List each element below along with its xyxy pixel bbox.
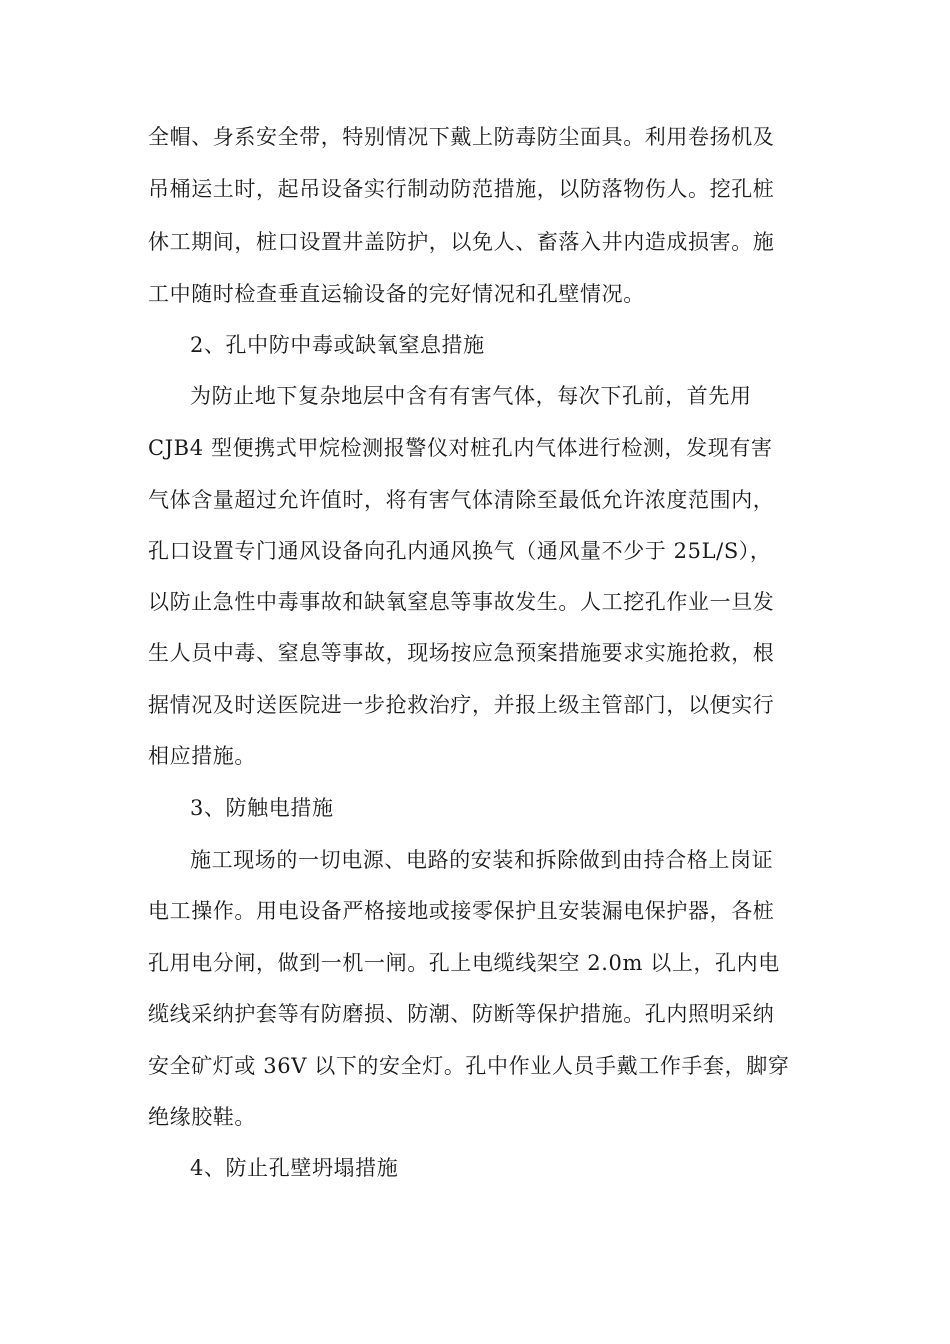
- paragraph-line: 电工操作。用电设备严格接地或接零保护且安装漏电保护器，各桩: [148, 899, 775, 923]
- paragraph-line: 缆线采纳护套等有防磨损、防潮、防断等保护措施。孔内照明采纳: [148, 1002, 775, 1026]
- paragraph-line: 相应措施。: [148, 744, 256, 768]
- paragraph-line: 工中随时检查垂直运输设备的完好情况和孔壁情况。: [148, 282, 645, 306]
- paragraph-line: 安全矿灯或 36V 以下的安全灯。孔中作业人员手戴工作手套，脚穿: [148, 1054, 790, 1078]
- paragraph-line: 孔口设置专门通风设备向孔内通风换气（通风量不少于 25L/S），: [148, 539, 772, 563]
- paragraph-line: 孔用电分闸，做到一机一闸。孔上电缆线架空 2.0m 以上，孔内电: [148, 951, 780, 975]
- paragraph-line: 全帽、身系安全带，特别情况下戴上防毒防尘面具。利用卷扬机及: [148, 125, 775, 149]
- paragraph-line: 绝缘胶鞋。: [148, 1105, 256, 1129]
- paragraph-line: 气体含量超过允许值时，将有害气体清除至最低允许浓度范围内，: [148, 488, 775, 512]
- section-heading: 3、防触电措施: [190, 796, 334, 820]
- paragraph-line: 生人员中毒、窒息等事故，现场按应急预案措施要求实施抢救，根: [148, 641, 775, 665]
- paragraph-line: 为防止地下复杂地层中含有有害气体，每次下孔前，首先用: [190, 384, 752, 408]
- section-heading: 2、孔中防中毒或缺氧窒息措施: [190, 333, 485, 357]
- paragraph-line: 以防止急性中毒事故和缺氧窒息等事故发生。人工挖孔作业一旦发: [148, 590, 775, 614]
- paragraph-line: 施工现场的一切电源、电路的安装和拆除做到由持合格上岗证: [190, 848, 774, 872]
- paragraph-line: 据情况及时送医院进一步抢救治疗，并报上级主管部门，以便实行: [148, 693, 775, 717]
- paragraph-line: CJB4 型便携式甲烷检测报警仪对桩孔内气体进行检测，发现有害: [148, 436, 773, 460]
- paragraph-line: 吊桶运土时，起吊设备实行制动防范措施，以防落物伤人。挖孔桩: [148, 177, 775, 201]
- paragraph-line: 休工期间，桩口设置井盖防护，以免人、畜落入井内造成损害。施: [148, 230, 775, 254]
- section-heading: 4、防止孔壁坍塌措施: [190, 1156, 399, 1180]
